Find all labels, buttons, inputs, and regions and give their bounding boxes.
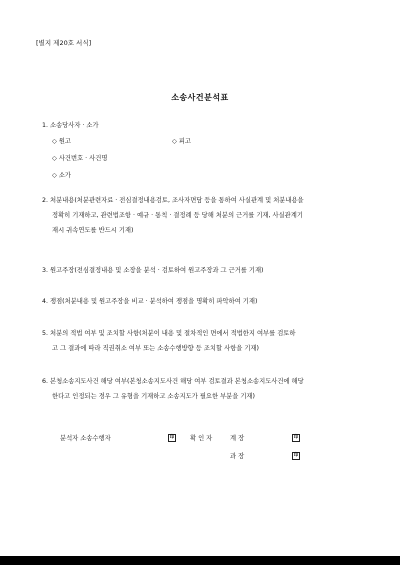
team-leader-seal-icon: 印 — [293, 435, 299, 440]
team-leader-label: 계 장 — [230, 435, 245, 442]
case-info-label: ◇ 사건번호 · 사건명 — [52, 155, 108, 162]
section-3: 3. 원고주장(전심결정내용 및 소장을 분석 · 검토하여 원고주장과 그 근거를 기재) — [42, 267, 264, 274]
section-2-line-2: 정확히 기재하고, 관련법조항 · 예규 · 통칙 · 결정례 등 당해 처분의 근거를 기재, 사실관계기 — [52, 212, 303, 219]
section-2 — [42, 193, 377, 238]
section-chief-label: 과 장 — [230, 453, 245, 460]
document-title: 소송사건분석표 — [171, 93, 229, 102]
form-number: [별지 제20호 서식] — [36, 39, 92, 47]
plaintiff-label: ◇ 원고 — [52, 138, 72, 145]
section-2-line-3: 재시 귀속연도를 반드시 기재) — [52, 227, 134, 234]
confirmer-label: 확 인 자 — [190, 435, 213, 442]
section-5-line-2: 고 그 결과에 따라 직권취소 여부 또는 소송수행방향 등 조치할 사항을 기재) — [52, 345, 259, 352]
section-5-line-1: 5. 처분의 적법 여부 및 조치할 사항(처분이 내용 및 절차적인 면에서 적법한지 여부를 검토하 — [42, 330, 296, 337]
section-1-heading: 1. 소송당사자 · 소가 — [42, 122, 99, 129]
bottom-border — [0, 556, 400, 565]
analyst-seal-icon: 印 — [169, 435, 175, 440]
section-4: 4. 쟁점(처분내용 및 원고주장을 비교 · 분석하여 쟁점을 명확히 파악하여 기재) — [42, 298, 258, 305]
section-2-line-1: 2. 처분내용(처분관련자료 · 전심결정내용검토, 조사자면담 등을 통하여 사실관계 및 처분내용을 — [42, 197, 304, 204]
defendant-label: ◇ 피고 — [172, 138, 192, 145]
section-6 — [42, 374, 377, 404]
section-5 — [42, 326, 377, 356]
analyst-label: 분석자 소송수행자 — [60, 435, 111, 442]
claim-value-label: ◇ 소가 — [52, 172, 72, 179]
section-6-line-2: 한다고 인정되는 경우 그 유형을 기재하고 소송지도가 필요한 부분을 기재) — [52, 393, 255, 400]
section-chief-seal-icon: 印 — [293, 453, 299, 458]
section-6-line-1: 6. 본청소송지도사건 해당 여부(본청소송지도사건 해당 여부 검토결과 본청소송지도사건에 해당 — [42, 378, 304, 385]
